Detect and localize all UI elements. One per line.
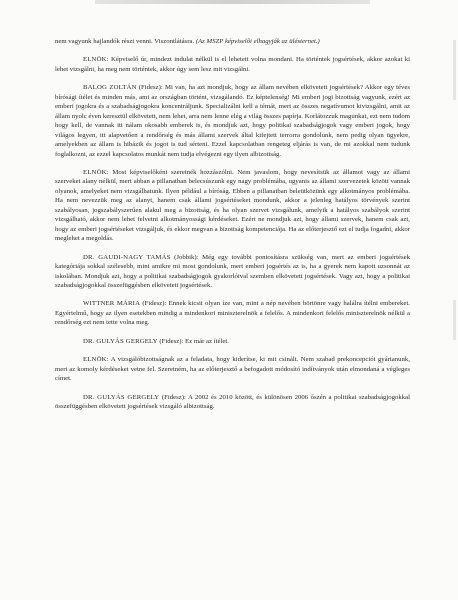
paragraph-text: (Fidesz): Ez már az ítélet. [157,337,229,345]
stage-direction: (Az MSZP képviselői elhagyják az ülésternet.) [195,38,320,45]
speaker-name: BALOG ZOLTÁN [83,84,137,92]
speaker-name: DR. GULYÁS GERGELY [83,337,158,345]
paragraph-speech [55,253,410,291]
scan-edge-mark [453,40,456,100]
speaker-name: DR. GAUDI-NAGY TAMÁS [83,253,171,261]
speaker-name: ELNÖK: [83,168,109,176]
paragraph-text: Most képviselőként szeretnék hozzászólni. Nem javaslom, hogy nevesítsük az államot vagy az állami szerveket alany nélkül, mert abban a pillanatban belecsúszunk egy nagy problémába, ugyanis az állami szervezetek között vannak olyanok, amelyeket nem vizsgálhatunk. Ilyen például a bíróság. Ebben a pillanatban beleütközünk egy alkotmányos problémába. Ha nem nevezzük meg az alanyt, hanem csak állami jogsértéseket mondunk, akkor a jelenleg hatályos törvények szerint szabályosan, jogszabályszerűen alakul meg a bizottság, és ha olyan szervet vizsgálunk, amelyik a hatályos szabályok szerint vizsgálható, akkor nem lehet felvetni alkotmányossági kérdéseket. Ezért ne mondjuk azt, hogy állami szervek, hanem csak azt, hogy az emberi jogsértéseket vizsgáljuk, és ekkor megvan a bizottság kompetenciája. Ha az előterjesztő ezt el tudja fogadni, akkor meglehet a megoldás. [55,168,410,243]
paragraph-continuation [55,37,410,46]
scan-edge-mark [453,300,456,340]
paragraph-speech [55,393,410,412]
paragraph-text: Képviselő úr, mindezt indulat nélkül is el lehetett volna mondani. Ha történtek jogsértések, akkor azokat ki lehet vizsgálni, ha meg nem történtek, akkor úgy sem lesz mit vizsgálni. [55,56,410,73]
paragraph-speech [55,168,410,244]
speaker-name: ELNÖK: [83,56,109,64]
speaker-name: WITTNER MÁRIA [83,300,141,308]
paragraph-text: (Fidesz): A 2002 és 2010 között, és különösen 2006 őszén a politikai szabadságjogokkal összefüggésben elkövetett jogsértések vizsgáló albizottság. [55,393,410,411]
speaker-name: DR. GULYÁS GERGELY [83,393,160,401]
paragraph-text: nem vagyunk hajlandók részt venni. Viszontlátásra. [55,38,196,45]
paragraph-speech [55,55,410,74]
paragraph-speech [55,83,410,159]
paragraph-speech [55,337,410,346]
paragraph-speech [55,355,410,383]
paragraph-text: A vizsgálóbizottságnak az a feladata, hogy kiderítse, ki mit csinált. Nem szabad prekoncepciót gyártanunk, mert az komoly kérdéseket vetne fel. Szeretném, ha az előterjesztő a befogadott módosító indítványok után elmondaná a végleges címet. [55,356,410,383]
paragraph-text: (Fidesz): Mi van, ha azt mondjuk, hogy az állam nevében elkövetett jogsértések? Akkor egy téves bírósági ítélet és minden más, ami az országban történt, vizsgálandó. Ez képtelenség! Mi emberi jogi bizottság vagyunk, ezért az emberi jogokra és a szabadságjogokra koncentráljunk. Specializálni kell a témát, mert az összes negatívumot kivizsgálni, amit az állam nyolc éven keresztül elkövetett, nem lehet, arra nem lenne elég a világ összes papírja. Korlátozzuk magunkat, ezt nem tudom hogy kell, de vannak itt nálam okosabb emberek is, és mondjuk azt, hogy politikai szabadságjogok vagy emberi jogok, hogy világos legyen, itt alapvetően a rendőrség és más állami szervek által kifejtett terrorra gondolunk, nem pedig olyan ügyekre, amelyekben az állam is hibázik és jogot is tud sérteni. Ezzel kapcsolatban rengeteg eljárás is van, de mi azokkal nem tudunk foglalkozni, az ezzel kapcsolatos munkát nem tudja elvégezni egy ilyen albizottság. [55,84,410,158]
paragraph-text: (Jobbik): Még egy további pontosításra szükség van, mert az emberi jogsértések kategóriája sokkal szélesebb, mint amikre mi most gondolunk, mert emberi jogsértés az is, ha a gyerek nem kapott uzsonnát az iskolában. Mondjuk azt, hogy a politikai szabadságjogok gyakorlóival szemben elkövetett jogsértések. Vagy azt, hogy a politikai szabadságjogokkal összefüggésben elkövetett jogsértések. [55,253,410,289]
speaker-name: ELNÖK: [83,356,109,364]
transcript-body [55,37,410,421]
paragraph-speech [55,299,410,327]
page-header-rule [95,0,370,4]
paragraph-text: (Fidesz): Ennek kicsit olyan íze van, mint a nép nevében börtönre vagy halálra ítélni embereket. Egyértelmű, hogy az ilyen esetekben mindig a mindenkori miniszterelnök a felelős. A mindenkori felelős miniszterelnök nélkül a rendőrség ezt nem tette volna meg. [55,300,410,327]
